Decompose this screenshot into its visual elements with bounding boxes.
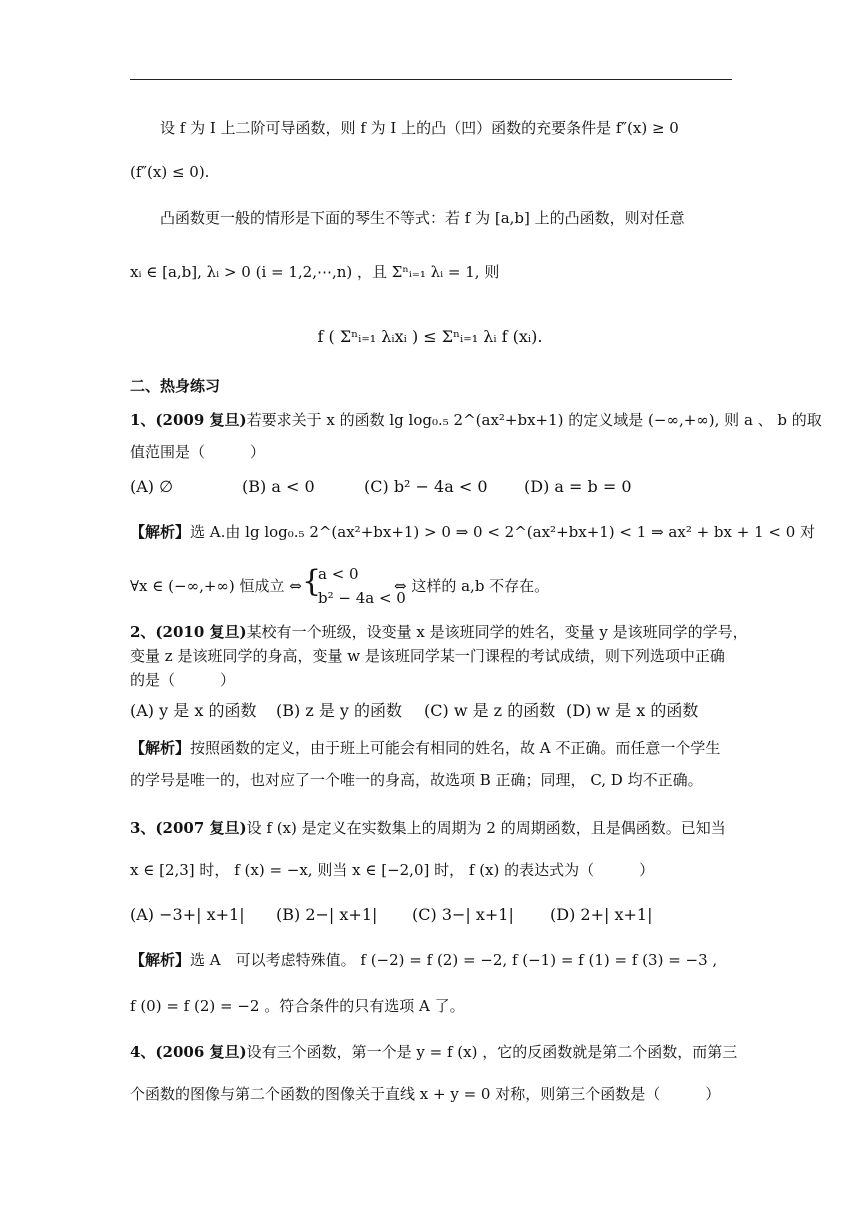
q1-analysis-1 [130,522,815,542]
theory-line-1: 设 f 为 I 上二阶可导函数，则 f 为 I 上的凸（凹）函数的充要条件是 f″(x) ≥ 0 [160,119,679,137]
question-1-line-2: 值范围是（ ） [130,443,266,461]
theory-line-3: 凸函数更一般的情形是下面的琴生不等式：若 f 为 [a,b] 上的凸函数，则对任意 [160,209,685,227]
question-label: 3、(2007 复旦) [130,819,247,837]
question-4 [130,1042,737,1062]
question-text: 某校有一个班级，设变量 x 是该班同学的姓名，变量 y 是该班同学的学号， [246,623,748,641]
analysis-tag: 【解析】 [130,523,191,541]
q1-system-2: b² − 4a < 0 [318,589,406,607]
section-heading: 二、热身练习 [130,377,221,395]
q3-option-b: (B) 2−| x+1| [276,905,378,924]
theory-line-4: xᵢ ∈ [a,b], λᵢ > 0 (i = 1,2,⋯,n) ，且 Σⁿᵢ₌₁ λᵢ = 1, 则 [130,263,500,281]
question-text: 设 f (x) 是定义在实数集上的周期为 2 的周期函数，且是偶函数。已知当 [246,819,726,837]
q1-system-1: a < 0 [318,565,359,583]
q3-option-a: (A) −3+| x+1| [130,905,245,924]
q3-option-d: (D) 2+| x+1| [550,905,653,924]
jensen-inequality: f ( Σⁿᵢ₌₁ λᵢxᵢ ) ≤ Σⁿᵢ₌₁ λᵢ f (xᵢ). [317,327,543,346]
q1-option-a: (A) ∅ [130,477,174,496]
q1-option-b: (B) a < 0 [242,477,315,496]
q2-analysis-1 [130,738,720,758]
analysis-tag: 【解析】 [130,739,191,757]
question-1 [130,410,822,430]
analysis-text: 选 A 可以考虑特殊值。 f (−2) = f (2) = −2, f (−1) = f (1) = f (3) = −3 , [190,951,718,969]
q3-analysis-2: f (0) = f (2) = −2 。符合条件的只有选项 A 了。 [130,997,465,1015]
question-2-line-3: 的是（ ） [130,671,236,689]
question-2 [130,622,748,642]
q1-option-c: (C) b² − 4a < 0 [364,477,488,496]
analysis-text: 按照函数的定义，由于班上可能会有相同的姓名，故 A 不正确。而任意一个学生 [190,739,721,757]
question-2-line-2: 变量 z 是该班同学的身高，变量 w 是该班同学某一门课程的考试成绩，则下列选项中正确 [130,647,725,665]
q3-analysis-1 [130,950,717,970]
question-4-line-2: 个函数的图像与第二个函数的图像关于直线 x + y = 0 对称，则第三个函数是（ ） [130,1085,721,1103]
question-3-line-2: x ∈ [2,3] 时， f (x) = −x, 则当 x ∈ [−2,0] 时， f (x) 的表达式为（ ） [130,861,655,879]
question-label: 1、(2009 复旦) [130,411,247,429]
q3-option-c: (C) 3−| x+1| [412,905,514,924]
q2-option-b: (B) z 是 y 的函数 [276,701,403,720]
theory-line-2: (f″(x) ≤ 0). [130,163,210,181]
q2-analysis-2: 的学号是唯一的，也对应了一个唯一的身高，故选项 B 正确；同理， C, D 均不正确。 [130,771,703,789]
brace-symbol: { [302,564,322,599]
question-3 [130,818,726,838]
question-label: 2、(2010 复旦) [130,623,247,641]
q2-option-a: (A) y 是 x 的函数 [130,701,257,720]
analysis-text: 选 A.由 lg log₀.₅ 2^(ax²+bx+1) > 0 ⇒ 0 < 2^(ax²+bx+1) < 1 ⇒ ax² + bx + 1 < 0 对 [190,523,816,541]
question-text: 若要求关于 x 的函数 lg log₀.₅ 2^(ax²+bx+1) 的定义域是 (−∞,+∞), 则 a 、 b 的取 [246,411,822,429]
header-rule [130,79,732,80]
q1-option-d: (D) a = b = 0 [524,477,632,496]
q2-option-c: (C) w 是 z 的函数 [424,701,556,720]
question-text: 设有三个函数，第一个是 y = f (x) ，它的反函数就是第二个函数，而第三 [246,1043,738,1061]
analysis-tag: 【解析】 [130,951,191,969]
q2-option-d: (D) w 是 x 的函数 [566,701,699,720]
question-label: 4、(2006 复旦) [130,1043,247,1061]
q1-analysis-2b: ⇔ 这样的 a,b 不存在。 [394,577,550,595]
q1-analysis-2a: ∀x ∈ (−∞,+∞) 恒成立 ⇔ [130,577,302,595]
